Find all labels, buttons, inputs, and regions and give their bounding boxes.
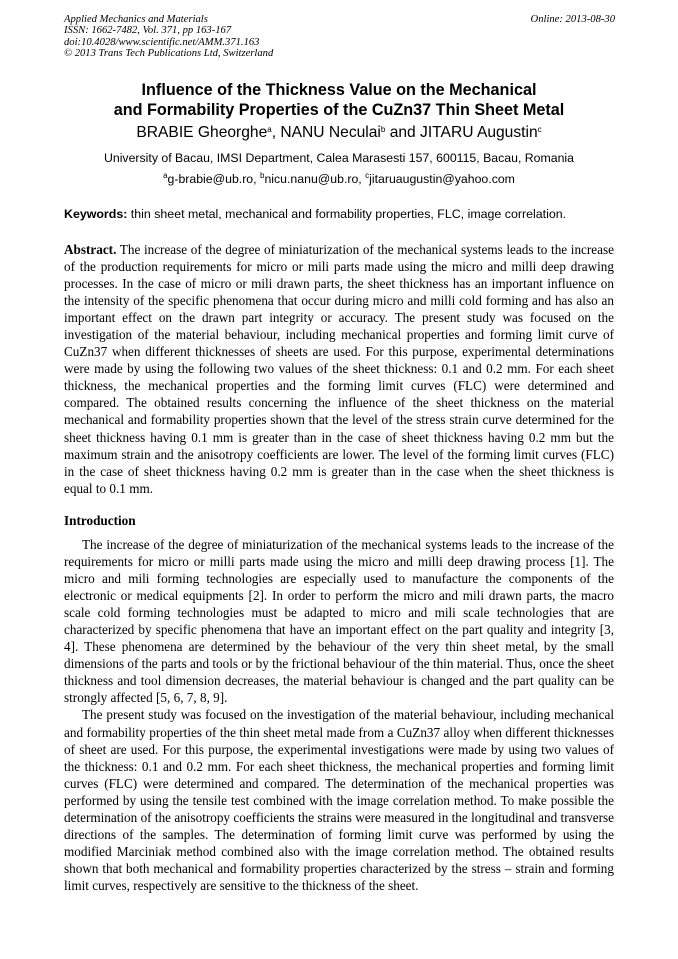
email-separator: ,: [358, 172, 366, 186]
email-link[interactable]: jitaruaugustin@yahoo.com: [369, 172, 515, 186]
journal-name: Applied Mechanics and Materials: [64, 14, 208, 25]
journal-issn: ISSN: 1662-7482, Vol. 371, pp 163-167: [64, 25, 232, 37]
keywords: [64, 206, 624, 222]
introduction-body: [64, 536, 614, 894]
author-list: [0, 124, 678, 142]
email-link[interactable]: nicu.nanu@ub.ro: [264, 172, 359, 186]
abstract-text: The increase of the degree of miniaturization of the mechanical systems leads to the increase of the production requirements for micro or mili parts made using the micro and milli deep drawing processes. In the case of micro or mili drawn parts, the sheet thickness has an important influence on the intensity of the specific phenomena that occur during micro and milli cold forming and has also an important effect on the drawn part integrity or accuracy. The present study was focused on the investigation of the material behaviour, including mechanical properties and forming limit curve of CuZn37 when different thicknesses of sheets are used. For this purpose, experimental determinations were made by using the following two values of the sheet thickness: 0.1 and 0.2 mm. For each sheet thickness, the mechanical properties and the forming limit curves (FLC) were determined and compared. The obtained results concerning the influence of the sheet thickness on the material mechanical and formability properties shown that the level of the stress strain curve determined for the sheet thickness having 0.1 mm is greater than in the case of sheet thickness having 0.2 mm but the maximum strain and the anisotropy coefficients are lower. The level of the forming limit curves (FLC) in the case of sheet thickness having 0.2 mm is greater than in the case when the sheet thickness is equal to 0.1 mm.: [64, 242, 614, 496]
email-mark: c: [365, 171, 370, 180]
section-heading-introduction: Introduction: [64, 513, 136, 528]
author-name: JITARU Augustin: [420, 124, 538, 141]
journal-metadata: [64, 14, 273, 60]
email-separator: ,: [253, 172, 260, 186]
author-name: NANU Neculai: [280, 124, 381, 141]
email-mark: a: [163, 171, 168, 180]
paragraph: The present study was focused on the investigation of the material behaviour, including mechanical and formability properties of the thin sheet metal made from a CuZn37 alloy when different thicknesses of sheet are used. For this purpose, the experimental investigations were made by using two values of the thickness: 0.1 and 0.2 mm. For each sheet thickness, the mechanical properties and forming limit curves (FLC) were determined and compared. The determination of the mechanical properties was performed by using the tensile test combined with the image correlation method. To make possible the determination of the anisotropy coefficients the strains were measured in the longitudinal and transverse directions of the samples. The determination of forming limit curve was performed by using the modified Marciniak method combined also with the image correlation method. The obtained results shown that both mechanical and formability properties characterized by the stress – strain and forming limit curves, respectively are sensitive to the thickness of the sheet.: [64, 707, 614, 893]
email-link[interactable]: g-brabie@ub.ro: [167, 172, 254, 186]
journal-copyright: © 2013 Trans Tech Publications Ltd, Switzerland: [64, 48, 274, 60]
author-affiliation-mark: c: [537, 125, 542, 134]
online-date: Online: 2013-08-30: [530, 14, 615, 25]
author-separator: ,: [271, 124, 281, 141]
author-separator: and: [385, 124, 421, 141]
title-line-2: and Formability Properties of the CuZn37 Thin Sheet Metal: [113, 101, 565, 119]
author-affiliation-mark: b: [380, 125, 386, 134]
keywords-text: thin sheet metal, mechanical and formability properties, FLC, image correlation.: [127, 207, 567, 221]
journal-doi: doi:10.4028/www.scientific.net/AMM.371.163: [64, 36, 260, 48]
email-mark: b: [260, 171, 265, 180]
author-affiliation-mark: a: [267, 125, 272, 134]
paragraph: The increase of the degree of miniaturization of the mechanical systems leads to the increase of the requirements for micro or milli parts made using the micro and milli deep drawing process [1]. The micro and mili forming technologies are especially used to manufacture the components of the electronic or medical equipments [2]. In order to perform the micro and mili drawn parts, the macro scale cold forming technologies must be adapted to micro and mili scale technologies that are characterized by specific phenomena that have an important effect on the part quality and integrity [3, 4]. These phenomena are determined by the behaviour of the very thin sheet metal, by the small dimensions of the parts and tools or by the frictional behaviour of the thin material. Thus, once the sheet thickness and tool dimension decreases, the material behaviour is changed and the part quality can be strongly affected [5, 6, 7, 8, 9].: [64, 537, 614, 706]
email-list: [0, 171, 678, 187]
keywords-label: Keywords:: [64, 207, 128, 221]
paper-title: [0, 80, 678, 120]
title-line-1: Influence of the Thickness Value on the Mechanical: [141, 81, 537, 99]
affiliation: University of Bacau, IMSI Department, Calea Marasesti 157, 600115, Bacau, Romania: [103, 151, 575, 165]
abstract: [64, 241, 614, 497]
author-name: BRABIE Gheorghe: [136, 124, 268, 141]
abstract-label: Abstract.: [64, 242, 117, 257]
